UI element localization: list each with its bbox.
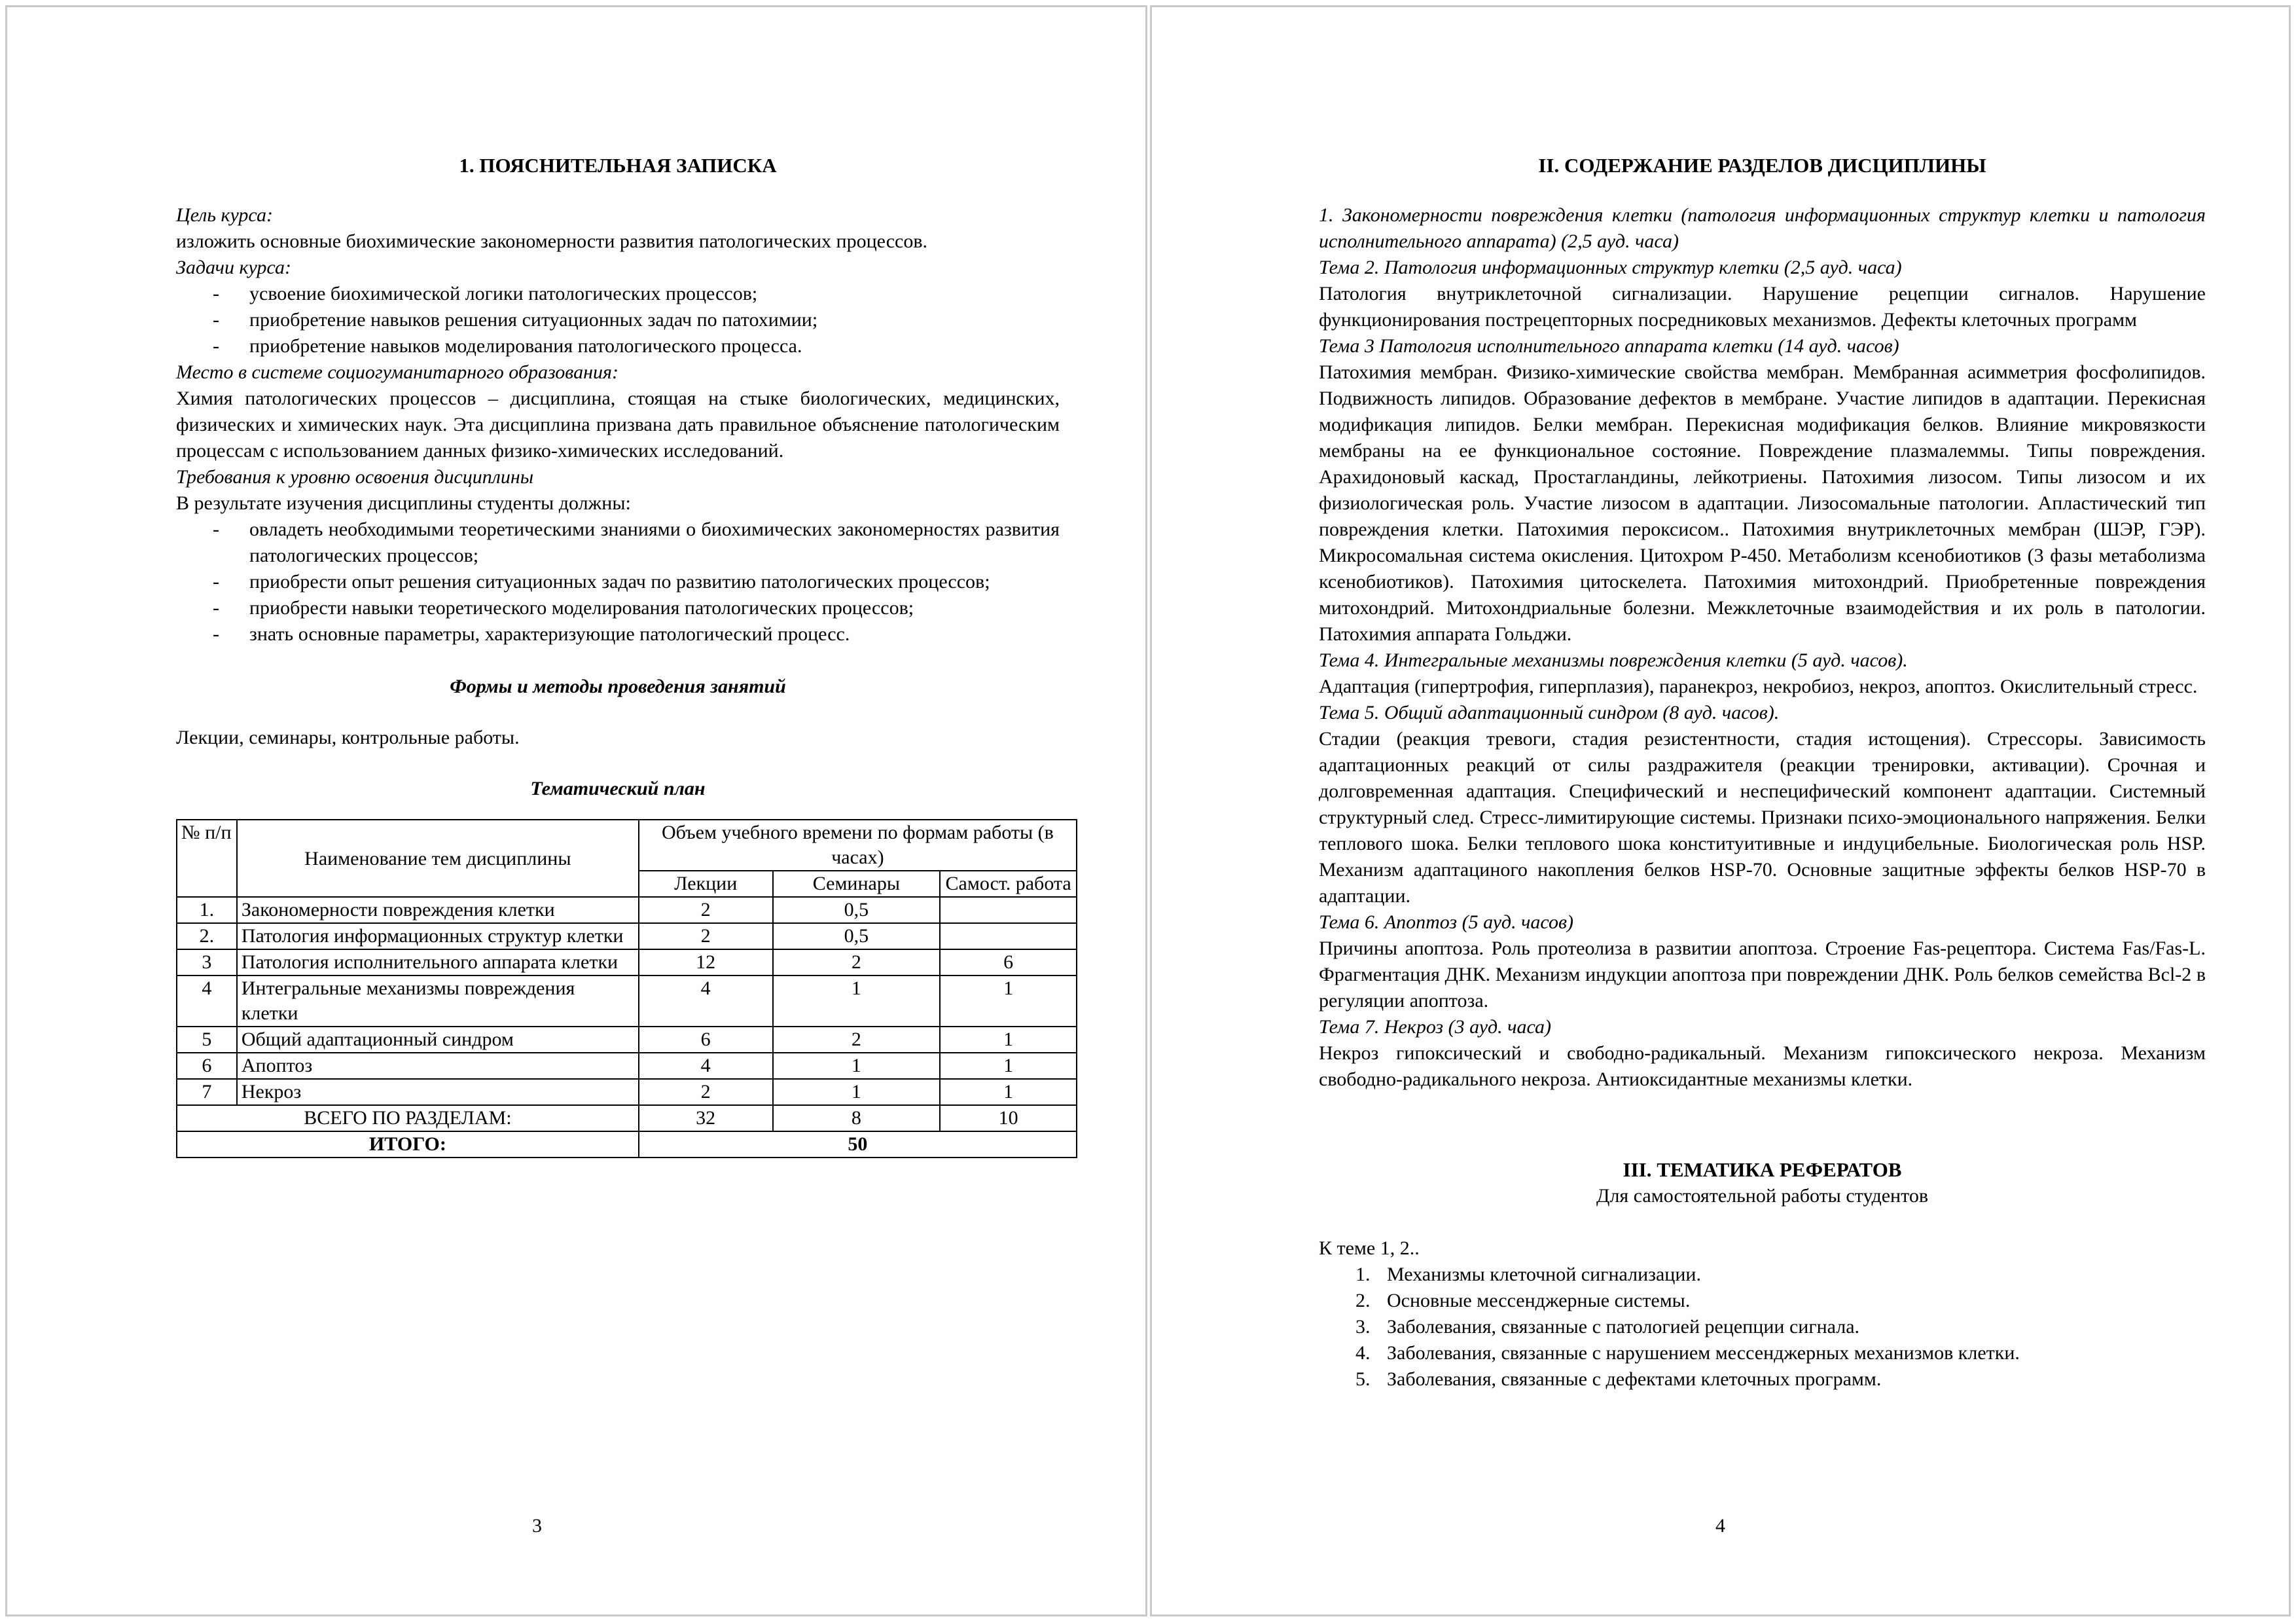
page-number: 3 bbox=[532, 1515, 542, 1537]
total-label: ВСЕГО ПО РАЗДЕЛАМ: bbox=[177, 1105, 639, 1131]
total-lectures: 32 bbox=[639, 1105, 773, 1131]
tasks-label: Задачи курса: bbox=[176, 257, 291, 278]
row-name: Закономерности повреждения клетки bbox=[237, 897, 639, 923]
row-num: 7 bbox=[177, 1079, 237, 1105]
section-2-title: II. СОДЕРЖАНИЕ РАЗДЕЛОВ ДИСЦИПЛИНЫ bbox=[1538, 154, 1986, 177]
row-lectures: 2 bbox=[639, 923, 773, 949]
list-item bbox=[1319, 1340, 2206, 1366]
table-total-row bbox=[177, 1105, 1077, 1131]
row-seminars: 2 bbox=[773, 949, 941, 976]
header-lectures: Лекции bbox=[639, 871, 773, 897]
references-list bbox=[1319, 1262, 2206, 1393]
table-row bbox=[177, 976, 1077, 1027]
row-name: Некроз bbox=[237, 1079, 639, 1105]
row-lectures: 4 bbox=[639, 1053, 773, 1079]
table-row bbox=[177, 949, 1077, 976]
topic-3-text: Патохимия мембран. Физико-химические свойства мембран. Мембранная асимметрия фосфолипидов. Подвижность липидов. Образование дефектов в мембране. Участие липидов в адаптации. Перекисная модификация липидов. Белки мембран. Перекисная модификация белков. Влияние микровязкости мембраны на ее функциональное состояние. Повреждение плазмалеммы. Типы повреждения. Арахидоновый каскад, Простагландины, лейкотриены. Патохимия лизосом. Типы лизосом и их физиологическая роль. Участие лизосом в адаптации. Лизосомальные патологии. Апластический тип повреждения клетки. Патохимия пероксисом.. Патохимия внутриклеточных мембран (ШЭР, ГЭР). Микросомальная система окисления. Цитохром Р-450. Метаболизм ксенобиотиков (3 фазы метаболизма ксенобиотиков). Патохимия цитоскелета. Патохимия митохондрий. Приобретенные повреждения митохондрий. Митохондриальные болезни. Межклеточные взаимодействия и их роль в патологии. Патохимия аппарата Гольджи. bbox=[1319, 361, 2206, 645]
grand-total-value: 50 bbox=[639, 1131, 1077, 1158]
list-item bbox=[1319, 1366, 2206, 1393]
table-row bbox=[177, 1079, 1077, 1105]
row-seminars: 2 bbox=[773, 1027, 941, 1053]
list-item-text: Механизмы клеточной сигнализации. bbox=[1387, 1264, 1701, 1285]
header-seminars: Семинары bbox=[773, 871, 941, 897]
header-num: № п/п bbox=[177, 820, 237, 897]
requirements-intro: В результате изучения дисциплины студенты должны: bbox=[176, 492, 631, 514]
row-self: 1 bbox=[940, 1079, 1077, 1105]
row-num: 3 bbox=[177, 949, 237, 976]
total-self: 10 bbox=[940, 1105, 1077, 1131]
grand-total-label: ИТОГО: bbox=[177, 1131, 639, 1158]
row-lectures: 6 bbox=[639, 1027, 773, 1053]
list-item: - знать основные параметры, характеризующие патологический процесс. bbox=[176, 621, 1060, 647]
table-row bbox=[177, 897, 1077, 923]
table-row bbox=[177, 1027, 1077, 1053]
page-3 bbox=[5, 5, 1147, 1616]
topic-5-text: Стадии (реакция тревоги, стадия резистентности, стадия истощения). Стрессоры. Зависимость адаптационных реакций от силы раздражителя (реакции тренировки, активации). Срочная и долговременная адаптация. Специфический и неспецифический компонент адаптации. Системный структурный след. Стресс-лимитирующие системы. Признаки психо-эмоционального напряжения. Белки теплового шока. Белки теплового шока конституитивные и индуцибельные. Биологическая роль HSP. Механизм адаптациного накопления белков HSP-70. Основные защитные эффекты белков HSP-70 в адаптации. bbox=[1319, 728, 2206, 907]
topic-2-heading: Тема 2. Патология информационных структур клетки (2,5 ауд. часа) bbox=[1319, 257, 1902, 278]
topic-5-heading: Тема 5. Общий адаптационный синдром (8 ауд. часов). bbox=[1319, 702, 1780, 723]
list-item-number: 4. bbox=[1355, 1342, 1371, 1364]
row-self bbox=[940, 897, 1077, 923]
row-self: 1 bbox=[940, 976, 1077, 1027]
topic-7-heading: Тема 7. Некроз (3 ауд. часа) bbox=[1319, 1016, 1551, 1038]
plan-heading: Тематический план bbox=[530, 778, 706, 799]
header-self: Самост. работа bbox=[940, 871, 1077, 897]
refs-intro: К теме 1, 2.. bbox=[1319, 1237, 1420, 1259]
page-4 bbox=[1150, 5, 2291, 1616]
list-item: - приобретение навыков решения ситуационных задач по патохимии; bbox=[176, 307, 1060, 333]
section-3-title: III. ТЕМАТИКА РЕФЕРАТОВ bbox=[1623, 1158, 1902, 1181]
row-self: 1 bbox=[940, 1027, 1077, 1053]
table-header-row bbox=[177, 820, 1077, 871]
list-item-number: 3. bbox=[1355, 1316, 1371, 1338]
list-item bbox=[1319, 1314, 2206, 1340]
forms-heading: Формы и методы проведения занятий bbox=[450, 676, 786, 697]
topic-6-text: Причины апоптоза. Роль протеолиза в развитии апоптоза. Строение Fas-рецептора. Система Fas/Fas-L. Фрагментация ДНК. Механизм индукции апоптоза при повреждении ДНК. Роль белков семейства Bcl-2 в регуляции апоптоза. bbox=[1319, 938, 2206, 1012]
list-item-text: Основные мессенджерные системы. bbox=[1387, 1290, 1691, 1311]
page-4-content bbox=[1319, 153, 2206, 1393]
row-num: 1. bbox=[177, 897, 237, 923]
row-seminars: 1 bbox=[773, 1053, 941, 1079]
row-seminars: 1 bbox=[773, 1079, 941, 1105]
row-seminars: 0,5 bbox=[773, 923, 941, 949]
row-name: Общий адаптационный синдром bbox=[237, 1027, 639, 1053]
row-name: Апоптоз bbox=[237, 1053, 639, 1079]
row-name: Патология информационных структур клетки bbox=[237, 923, 639, 949]
thematic-plan-table bbox=[176, 819, 1077, 1158]
list-item: - усвоение биохимической логики патологических процессов; bbox=[176, 281, 1060, 307]
topic-3-heading: Тема 3 Патология исполнительного аппарата клетки (14 ауд. часов) bbox=[1319, 335, 1899, 357]
goal-label: Цель курса: bbox=[176, 204, 273, 226]
topic-4-heading: Тема 4. Интегральные механизмы повреждения клетки (5 ауд. часов). bbox=[1319, 649, 1908, 671]
header-name: Наименование тем дисциплины bbox=[237, 820, 639, 897]
row-lectures: 12 bbox=[639, 949, 773, 976]
list-item: - приобрести опыт решения ситуационных задач по развитию патологических процессов; bbox=[176, 569, 1060, 595]
row-self: 1 bbox=[940, 1053, 1077, 1079]
row-seminars: 0,5 bbox=[773, 897, 941, 923]
requirements-label: Требования к уровню освоения дисциплины bbox=[176, 466, 534, 488]
header-volume: Объем учебного времени по формам работы (в часах) bbox=[639, 820, 1077, 871]
requirements-list bbox=[176, 517, 1060, 647]
tasks-list bbox=[176, 281, 1060, 359]
place-text: Химия патологических процессов – дисциплина, стоящая на стыке биологических, медицинских, физических и химических наук. Эта дисциплина призвана дать правильное объяснение патологическим процессам с использованием данных физико-химических исследований. bbox=[176, 388, 1060, 462]
section-3-subtitle: Для самостоятельной работы студентов bbox=[1596, 1185, 1928, 1207]
list-item: - овладеть необходимыми теоретическими знаниями о биохимических закономерностях развития патологических процессов; bbox=[176, 517, 1060, 569]
place-label: Место в системе социогуманитарного образования: bbox=[176, 361, 619, 383]
table-grand-total-row bbox=[177, 1131, 1077, 1158]
row-num: 5 bbox=[177, 1027, 237, 1053]
topic-6-heading: Тема 6. Апоптоз (5 ауд. часов) bbox=[1319, 911, 1574, 933]
row-seminars: 1 bbox=[773, 976, 941, 1027]
list-item bbox=[1319, 1262, 2206, 1288]
topic-7-text: Некроз гипоксический и свободно-радикальный. Механизм гипоксического некроза. Механизм свободно-радикального некроза. Антиоксидантные механизмы клетки. bbox=[1319, 1042, 2206, 1090]
row-num: 6 bbox=[177, 1053, 237, 1079]
list-item: - приобретение навыков моделирования патологического процесса. bbox=[176, 333, 1060, 359]
list-item-text: Заболевания, связанные с нарушением мессенджерных механизмов клетки. bbox=[1387, 1342, 2020, 1364]
list-item: - приобрести навыки теоретического моделирования патологических процессов; bbox=[176, 595, 1060, 621]
page-number: 4 bbox=[1715, 1515, 1725, 1537]
total-seminars: 8 bbox=[773, 1105, 941, 1131]
list-item-number: 5. bbox=[1355, 1368, 1371, 1390]
list-item-text: Заболевания, связанные с патологией рецепции сигнала. bbox=[1387, 1316, 1860, 1338]
section-1-title: 1. ПОЯСНИТЕЛЬНАЯ ЗАПИСКА bbox=[459, 154, 777, 177]
row-lectures: 2 bbox=[639, 1079, 773, 1105]
list-item-number: 2. bbox=[1355, 1290, 1371, 1311]
list-item-text: Заболевания, связанные с дефектами клеточных программ. bbox=[1387, 1368, 1882, 1390]
forms-text: Лекции, семинары, контрольные работы. bbox=[176, 727, 520, 748]
row-lectures: 4 bbox=[639, 976, 773, 1027]
list-item-number: 1. bbox=[1355, 1264, 1371, 1285]
row-name: Патология исполнительного аппарата клетки bbox=[237, 949, 639, 976]
row-self: 6 bbox=[940, 949, 1077, 976]
row-self bbox=[940, 923, 1077, 949]
topic-2-text: Патология внутриклеточной сигнализации. Нарушение рецепции сигналов. Нарушение функционирования пострецепторных посредниковых механизмов. Дефекты клеточных программ bbox=[1319, 283, 2206, 331]
goal-text: изложить основные биохимические закономерности развития патологических процессов. bbox=[176, 230, 928, 252]
page-3-content bbox=[176, 153, 1071, 1158]
row-num: 4 bbox=[177, 976, 237, 1027]
row-num: 2. bbox=[177, 923, 237, 949]
table-row bbox=[177, 923, 1077, 949]
topic-1-heading: 1. Закономерности повреждения клетки (патология информационных структур клетки и патология исполнительного аппарата) (2,5 ауд. часа) bbox=[1319, 204, 2206, 252]
list-item bbox=[1319, 1288, 2206, 1314]
row-lectures: 2 bbox=[639, 897, 773, 923]
row-name: Интегральные механизмы повреждения клетки bbox=[237, 976, 639, 1027]
topic-4-text: Адаптация (гипертрофия, гиперплазия), паранекроз, некробиоз, некроз, апоптоз. Окислительный стресс. bbox=[1319, 676, 2198, 697]
table-row bbox=[177, 1053, 1077, 1079]
